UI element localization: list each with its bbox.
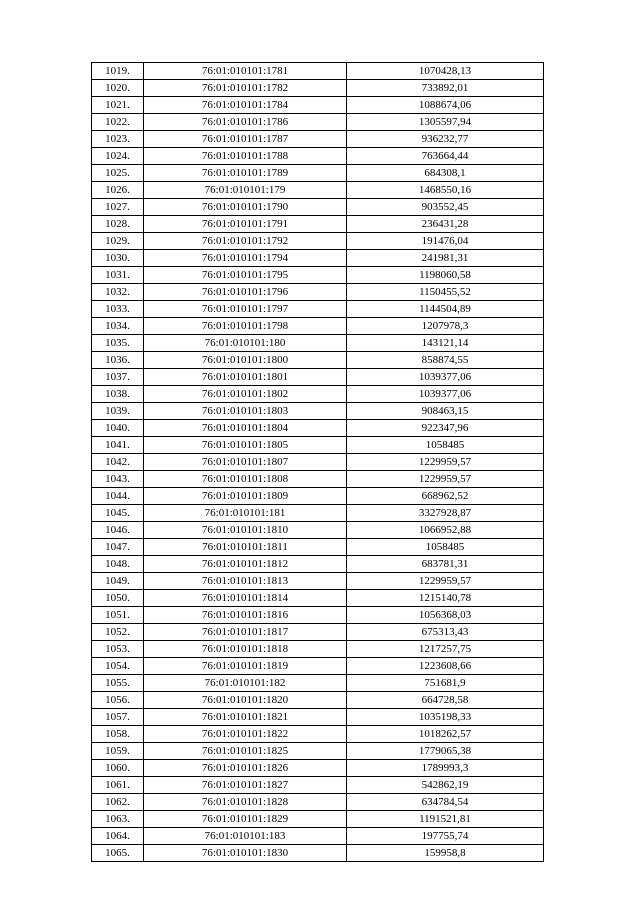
cadastral-value-cell: 1229959,57 — [347, 573, 544, 590]
cadastral-value-cell: 1779065,38 — [347, 743, 544, 760]
cadastral-value-cell: 922347,96 — [347, 420, 544, 437]
cadastral-number-cell: 76:01:010101:1788 — [144, 148, 347, 165]
cadastral-value-cell: 1305597,94 — [347, 114, 544, 131]
row-number-cell: 1062. — [92, 794, 144, 811]
table-row — [92, 692, 544, 709]
cadastral-number-cell: 76:01:010101:183 — [144, 828, 347, 845]
table-row — [92, 301, 544, 318]
cadastral-number-cell: 76:01:010101:1798 — [144, 318, 347, 335]
cadastral-value-cell: 903552,45 — [347, 199, 544, 216]
table-row — [92, 335, 544, 352]
table-row — [92, 199, 544, 216]
row-number-cell: 1058. — [92, 726, 144, 743]
cadastral-number-cell: 76:01:010101:1826 — [144, 760, 347, 777]
row-number-cell: 1021. — [92, 97, 144, 114]
cadastral-number-cell: 76:01:010101:1827 — [144, 777, 347, 794]
cadastral-number-cell: 76:01:010101:1808 — [144, 471, 347, 488]
cadastral-value-cell: 1088674,06 — [347, 97, 544, 114]
table-row — [92, 777, 544, 794]
row-number-cell: 1037. — [92, 369, 144, 386]
cadastral-number-cell: 76:01:010101:1822 — [144, 726, 347, 743]
row-number-cell: 1055. — [92, 675, 144, 692]
row-number-cell: 1020. — [92, 80, 144, 97]
table-row — [92, 233, 544, 250]
cadastral-value-cell: 236431,28 — [347, 216, 544, 233]
table-row — [92, 267, 544, 284]
cadastral-value-cell: 675313,43 — [347, 624, 544, 641]
table-row — [92, 437, 544, 454]
cadastral-number-cell: 76:01:010101:1820 — [144, 692, 347, 709]
cadastral-value-cell: 1058485 — [347, 539, 544, 556]
cadastral-value-cell: 634784,54 — [347, 794, 544, 811]
cadastral-number-cell: 76:01:010101:1802 — [144, 386, 347, 403]
table-row — [92, 709, 544, 726]
cadastral-number-cell: 76:01:010101:181 — [144, 505, 347, 522]
table-row — [92, 216, 544, 233]
cadastral-number-cell: 76:01:010101:1805 — [144, 437, 347, 454]
row-number-cell: 1050. — [92, 590, 144, 607]
cadastral-value-cell: 1229959,57 — [347, 454, 544, 471]
row-number-cell: 1057. — [92, 709, 144, 726]
cadastral-number-cell: 76:01:010101:1828 — [144, 794, 347, 811]
cadastral-value-cell: 1223608,66 — [347, 658, 544, 675]
row-number-cell: 1044. — [92, 488, 144, 505]
cadastral-value-cell: 908463,15 — [347, 403, 544, 420]
table-row — [92, 182, 544, 199]
table-row — [92, 131, 544, 148]
cadastral-number-cell: 76:01:010101:1804 — [144, 420, 347, 437]
row-number-cell: 1040. — [92, 420, 144, 437]
table-row — [92, 658, 544, 675]
table-row — [92, 284, 544, 301]
cadastral-value-cell: 668962,52 — [347, 488, 544, 505]
table-row — [92, 743, 544, 760]
cadastral-number-cell: 76:01:010101:1825 — [144, 743, 347, 760]
cadastral-number-cell: 76:01:010101:1816 — [144, 607, 347, 624]
cadastral-value-cell: 763664,44 — [347, 148, 544, 165]
table-row — [92, 97, 544, 114]
cadastral-value-cell: 3327928,87 — [347, 505, 544, 522]
cadastral-number-cell: 76:01:010101:1784 — [144, 97, 347, 114]
table-row — [92, 80, 544, 97]
cadastral-number-cell: 76:01:010101:1803 — [144, 403, 347, 420]
row-number-cell: 1051. — [92, 607, 144, 624]
row-number-cell: 1054. — [92, 658, 144, 675]
cadastral-number-cell: 76:01:010101:1786 — [144, 114, 347, 131]
cadastral-value-cell: 1058485 — [347, 437, 544, 454]
row-number-cell: 1038. — [92, 386, 144, 403]
cadastral-number-cell: 76:01:010101:1797 — [144, 301, 347, 318]
table-row — [92, 471, 544, 488]
row-number-cell: 1042. — [92, 454, 144, 471]
table-row — [92, 165, 544, 182]
table-row — [92, 114, 544, 131]
row-number-cell: 1032. — [92, 284, 144, 301]
row-number-cell: 1028. — [92, 216, 144, 233]
cadastral-value-cell: 197755,74 — [347, 828, 544, 845]
row-number-cell: 1019. — [92, 63, 144, 80]
table-row — [92, 63, 544, 80]
cadastral-number-cell: 76:01:010101:1789 — [144, 165, 347, 182]
row-number-cell: 1045. — [92, 505, 144, 522]
table-row — [92, 148, 544, 165]
table-row — [92, 454, 544, 471]
row-number-cell: 1065. — [92, 845, 144, 862]
cadastral-number-cell: 76:01:010101:1792 — [144, 233, 347, 250]
cadastral-number-cell: 76:01:010101:1800 — [144, 352, 347, 369]
cadastral-number-cell: 76:01:010101:182 — [144, 675, 347, 692]
cadastral-number-cell: 76:01:010101:1807 — [144, 454, 347, 471]
table-row — [92, 624, 544, 641]
row-number-cell: 1035. — [92, 335, 144, 352]
table-row — [92, 352, 544, 369]
table-row — [92, 420, 544, 437]
table-row — [92, 505, 544, 522]
cadastral-number-cell: 76:01:010101:1790 — [144, 199, 347, 216]
cadastral-number-cell: 76:01:010101:1817 — [144, 624, 347, 641]
table-row — [92, 811, 544, 828]
row-number-cell: 1030. — [92, 250, 144, 267]
cadastral-number-cell: 76:01:010101:1811 — [144, 539, 347, 556]
row-number-cell: 1041. — [92, 437, 144, 454]
cadastral-value-cell: 1789993,3 — [347, 760, 544, 777]
row-number-cell: 1031. — [92, 267, 144, 284]
cadastral-number-cell: 76:01:010101:1791 — [144, 216, 347, 233]
table-row — [92, 539, 544, 556]
cadastral-number-cell: 76:01:010101:1781 — [144, 63, 347, 80]
cadastral-value-cell: 1229959,57 — [347, 471, 544, 488]
row-number-cell: 1053. — [92, 641, 144, 658]
cadastral-number-cell: 76:01:010101:1829 — [144, 811, 347, 828]
cadastral-number-cell: 76:01:010101:1787 — [144, 131, 347, 148]
cadastral-number-cell: 76:01:010101:1812 — [144, 556, 347, 573]
row-number-cell: 1034. — [92, 318, 144, 335]
cadastral-value-cell: 683781,31 — [347, 556, 544, 573]
row-number-cell: 1026. — [92, 182, 144, 199]
row-number-cell: 1033. — [92, 301, 144, 318]
row-number-cell: 1024. — [92, 148, 144, 165]
row-number-cell: 1023. — [92, 131, 144, 148]
cadastral-value-cell: 1039377,06 — [347, 369, 544, 386]
cadastral-value-cell: 664728,58 — [347, 692, 544, 709]
cadastral-value-cell: 1215140,78 — [347, 590, 544, 607]
cadastral-value-cell: 1468550,16 — [347, 182, 544, 199]
cadastral-value-cell: 191476,04 — [347, 233, 544, 250]
cadastral-value-cell: 542862,19 — [347, 777, 544, 794]
cadastral-value-cell: 241981,31 — [347, 250, 544, 267]
cadastral-value-cell: 1039377,06 — [347, 386, 544, 403]
cadastral-number-cell: 76:01:010101:1821 — [144, 709, 347, 726]
cadastral-number-cell: 76:01:010101:1782 — [144, 80, 347, 97]
cadastral-value-cell: 1191521,81 — [347, 811, 544, 828]
row-number-cell: 1039. — [92, 403, 144, 420]
cadastral-value-cell: 1018262,57 — [347, 726, 544, 743]
row-number-cell: 1048. — [92, 556, 144, 573]
table-row — [92, 794, 544, 811]
table-row — [92, 760, 544, 777]
table-row — [92, 845, 544, 862]
cadastral-number-cell: 76:01:010101:1794 — [144, 250, 347, 267]
row-number-cell: 1043. — [92, 471, 144, 488]
row-number-cell: 1060. — [92, 760, 144, 777]
table-row — [92, 641, 544, 658]
row-number-cell: 1059. — [92, 743, 144, 760]
cadastral-number-cell: 76:01:010101:1819 — [144, 658, 347, 675]
cadastral-value-cell: 1198060,58 — [347, 267, 544, 284]
table-row — [92, 318, 544, 335]
table-row — [92, 488, 544, 505]
row-number-cell: 1064. — [92, 828, 144, 845]
table-row — [92, 590, 544, 607]
cadastral-value-cell: 751681,9 — [347, 675, 544, 692]
cadastral-number-cell: 76:01:010101:1813 — [144, 573, 347, 590]
table-row — [92, 828, 544, 845]
row-number-cell: 1036. — [92, 352, 144, 369]
table-row — [92, 403, 544, 420]
cadastral-number-cell: 76:01:010101:1796 — [144, 284, 347, 301]
cadastral-value-cell: 684308,1 — [347, 165, 544, 182]
cadastral-value-cell: 1035198,33 — [347, 709, 544, 726]
cadastral-value-cell: 733892,01 — [347, 80, 544, 97]
cadastral-number-cell: 76:01:010101:1810 — [144, 522, 347, 539]
table-row — [92, 522, 544, 539]
table-row — [92, 369, 544, 386]
cadastral-value-cell: 1056368,03 — [347, 607, 544, 624]
cadastral-value-cell: 1066952,88 — [347, 522, 544, 539]
row-number-cell: 1027. — [92, 199, 144, 216]
row-number-cell: 1056. — [92, 692, 144, 709]
cadastral-value-cell: 858874,55 — [347, 352, 544, 369]
cadastral-number-cell: 76:01:010101:1809 — [144, 488, 347, 505]
row-number-cell: 1022. — [92, 114, 144, 131]
cadastral-number-cell: 76:01:010101:1801 — [144, 369, 347, 386]
table-row — [92, 573, 544, 590]
cadastral-value-cell: 159958,8 — [347, 845, 544, 862]
row-number-cell: 1061. — [92, 777, 144, 794]
cadastral-number-cell: 76:01:010101:179 — [144, 182, 347, 199]
table-row — [92, 607, 544, 624]
table-row — [92, 250, 544, 267]
cadastral-number-cell: 76:01:010101:1818 — [144, 641, 347, 658]
cadastral-number-cell: 76:01:010101:180 — [144, 335, 347, 352]
cadastral-value-table — [91, 62, 544, 862]
cadastral-value-cell: 1070428,13 — [347, 63, 544, 80]
cadastral-number-cell: 76:01:010101:1830 — [144, 845, 347, 862]
cadastral-value-cell: 1217257,75 — [347, 641, 544, 658]
cadastral-number-cell: 76:01:010101:1814 — [144, 590, 347, 607]
cadastral-value-cell: 1150455,52 — [347, 284, 544, 301]
cadastral-value-cell: 936232,77 — [347, 131, 544, 148]
table-row — [92, 675, 544, 692]
cadastral-number-cell: 76:01:010101:1795 — [144, 267, 347, 284]
table-body — [92, 63, 544, 862]
row-number-cell: 1025. — [92, 165, 144, 182]
cadastral-value-cell: 143121,14 — [347, 335, 544, 352]
row-number-cell: 1029. — [92, 233, 144, 250]
row-number-cell: 1047. — [92, 539, 144, 556]
row-number-cell: 1052. — [92, 624, 144, 641]
row-number-cell: 1046. — [92, 522, 144, 539]
row-number-cell: 1049. — [92, 573, 144, 590]
cadastral-value-cell: 1144504,89 — [347, 301, 544, 318]
table-row — [92, 556, 544, 573]
row-number-cell: 1063. — [92, 811, 144, 828]
cadastral-value-cell: 1207978,3 — [347, 318, 544, 335]
table-row — [92, 386, 544, 403]
table-row — [92, 726, 544, 743]
